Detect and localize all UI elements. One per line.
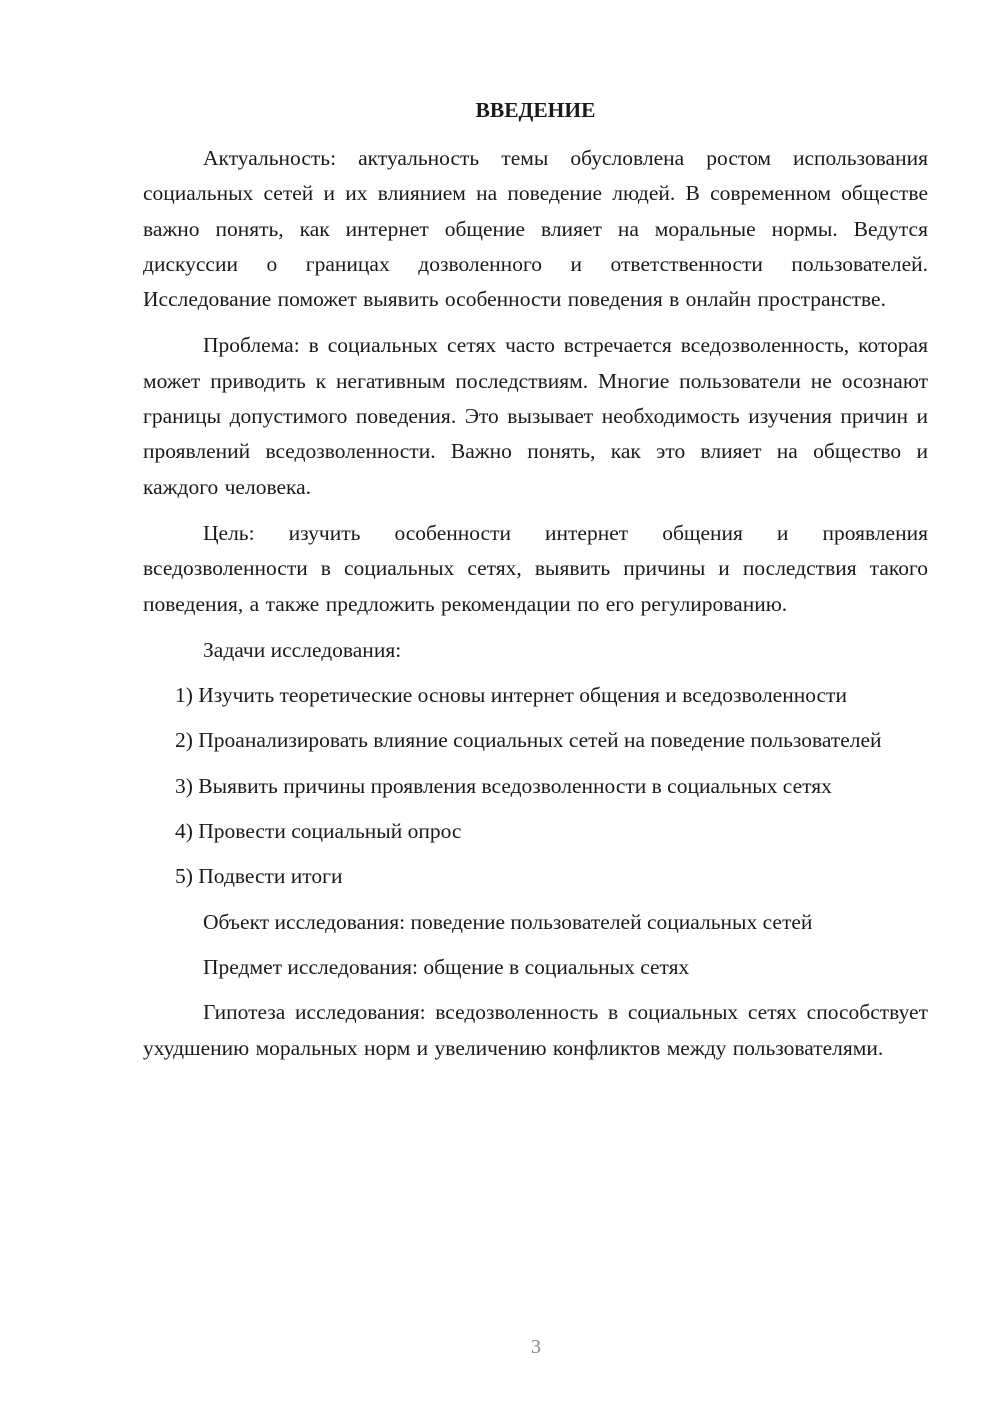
- relevance-paragraph: Актуальность: актуальность темы обусловлена ростом использования социальных сетей и их влиянием на поведение людей. В современном обществе важно понять, как интернет общение влияет на моральные нормы. Ведутся дискуссии о границах дозволенного и ответственности пользователей. Исследование поможет выявить особенности поведения в онлайн пространстве.: [143, 146, 928, 312]
- page-content: [143, 93, 928, 1077]
- task-item: 1) Изучить теоретические основы интернет общения и вседозволенности: [175, 683, 847, 708]
- task-item: 2) Проанализировать влияние социальных сетей на поведение пользователей: [175, 728, 882, 753]
- research-object: Объект исследования: поведение пользователей социальных сетей: [203, 909, 813, 934]
- task-item: 4) Провести социальный опрос: [175, 819, 462, 844]
- goal-paragraph: Цель: изучить особенности интернет общения и проявления вседозволенности в социальных сетях, выявить причины и последствия такого поведения, а также предложить рекомендации по его регулированию.: [143, 520, 928, 616]
- page-title: ВВЕДЕНИЕ: [475, 98, 596, 122]
- research-hypothesis: Гипотеза исследования: вседозволенность в социальных сетях способствует ухудшению моральных норм и увеличению конфликтов между пользователями.: [143, 1000, 928, 1060]
- tasks-heading: Задачи исследования:: [203, 637, 402, 662]
- research-subject: Предмет исследования: общение в социальных сетях: [203, 954, 690, 979]
- task-item: 3) Выявить причины проявления вседозволенности в социальных сетях: [175, 773, 832, 798]
- page-number: 3: [531, 1336, 541, 1358]
- problem-paragraph: Проблема: в социальных сетях часто встречается вседозволенность, которая может приводить к негативным последствиям. Многие пользователи не осознают границы допустимого поведения. Это вызывает необходимость изучения причин и проявлений вседозволенности. Важно понять, как это влияет на общество и каждого человека.: [143, 333, 928, 499]
- task-item: 5) Подвести итоги: [175, 864, 343, 889]
